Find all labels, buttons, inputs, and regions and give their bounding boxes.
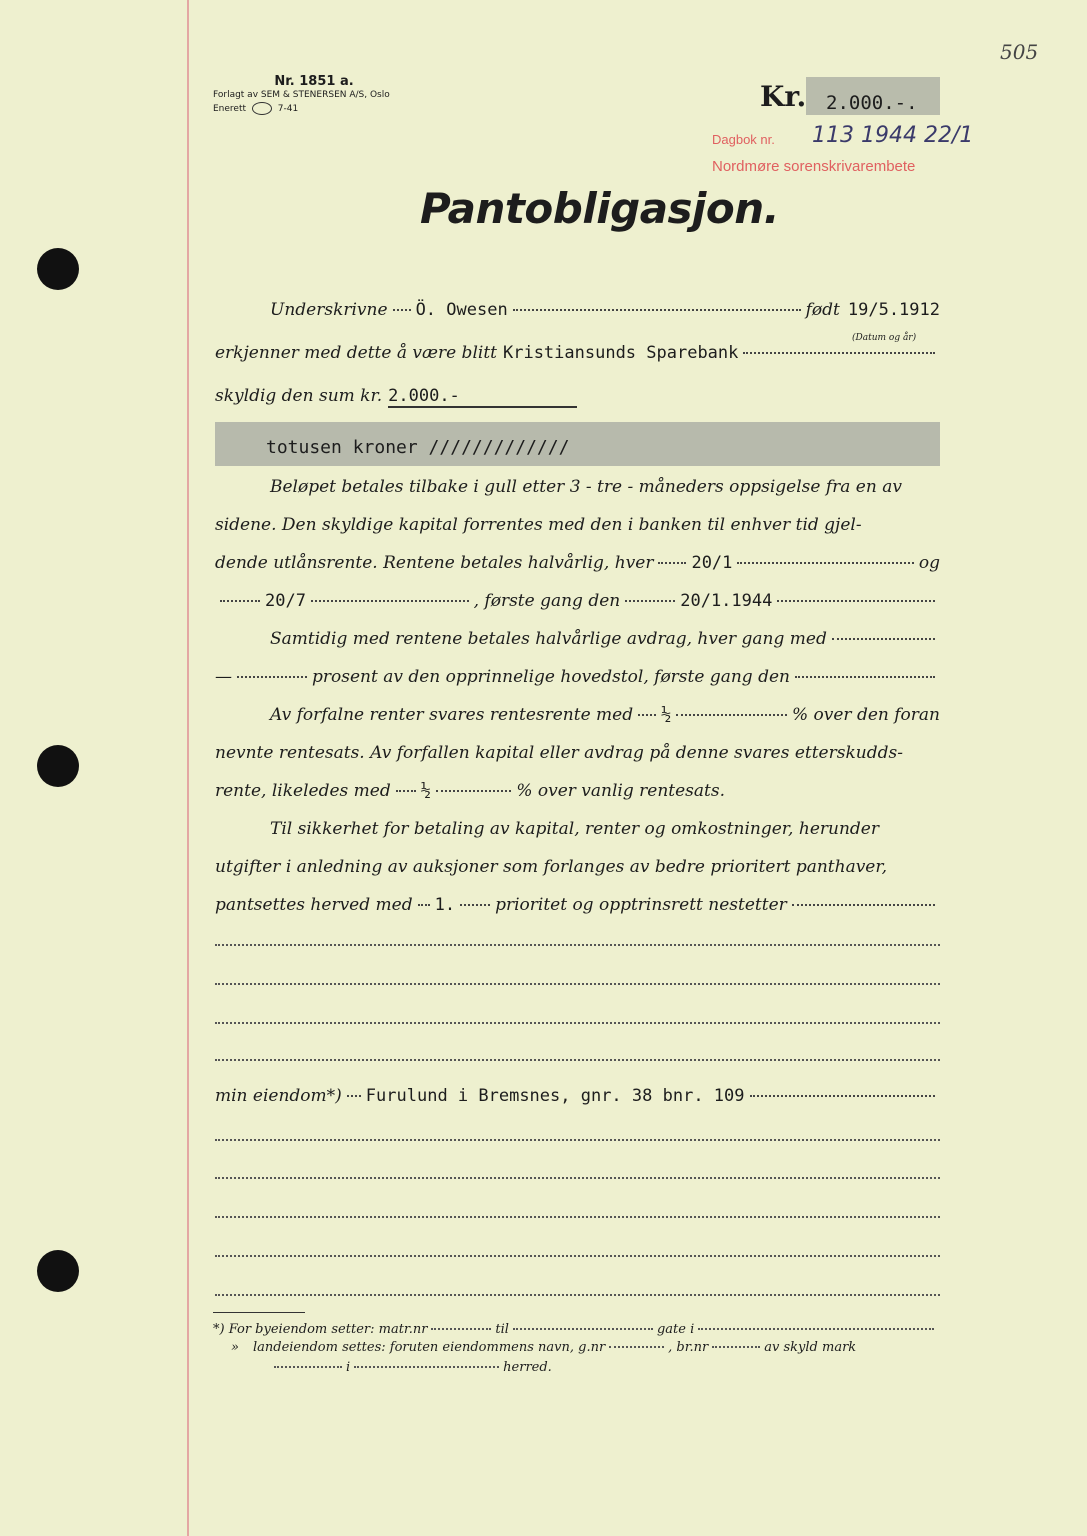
blank-line (215, 944, 940, 946)
creditor-name: Kristiansunds Sparebank (502, 343, 739, 363)
para1-line3 (215, 553, 940, 573)
blank-line (215, 1139, 940, 1141)
blank-line (215, 1059, 940, 1061)
footnote-line2 (213, 1340, 938, 1355)
priority-label: pantsettes herved med (215, 895, 413, 915)
undersigned-line (215, 300, 940, 320)
compound-label: Av forfalne renter svares rentesrente med (270, 705, 634, 725)
form-copyright: Enerett (213, 104, 247, 114)
form-header (213, 74, 403, 116)
property-description: Furulund i Bremsnes, gnr. 38 bnr. 109 (365, 1086, 745, 1106)
undersigned-name: Ö. Owesen (415, 300, 508, 320)
acknowledge-label: erkjenner med dette å være blitt (215, 343, 497, 363)
late-rate: ½ (420, 781, 431, 801)
para2-line1 (215, 629, 940, 649)
office-stamp: Nordmøre sorenskrivarembete (712, 158, 916, 175)
footnote-ditto: » (231, 1340, 239, 1355)
owed-line (215, 386, 577, 408)
para1-line4 (215, 591, 940, 611)
margin-line (187, 0, 189, 1536)
percent-label: prosent av den opprinnelige hovedstol, første gang den (312, 667, 790, 687)
blank-line (215, 1022, 940, 1024)
interest-period-label: dende utlånsrente. Rentene betales halvårlig, hver (215, 553, 654, 573)
form-number: Nr. 1851 a. (274, 74, 354, 89)
para1-line2: sidene. Den skyldige kapital forrentes med den i banken til enhver tid gjel- (215, 515, 862, 535)
first-time-label: , første gang den (473, 591, 621, 611)
installment-dash: — (215, 667, 232, 687)
compound-label-end: % over den foran (791, 705, 940, 725)
og-label: og (918, 553, 940, 573)
footnote-til: til (495, 1322, 509, 1337)
interest-date-2: 20/7 (265, 591, 306, 611)
para3-line2: nevnte rentesats. Av forfallen kapital eller avdrag på denne svares etterskudds- (215, 743, 903, 763)
publisher-logo-icon (252, 102, 272, 115)
compound-rate: ½ (661, 705, 672, 725)
footnote-city-label: *) For byeiendom setter: matr.nr (213, 1322, 428, 1337)
creditor-line (215, 343, 940, 363)
interest-date-1: 20/1 (691, 553, 733, 573)
page-number: 505 (1000, 40, 1039, 64)
blank-line (215, 1294, 940, 1296)
form-copyright-line (213, 102, 403, 116)
priority-value: 1. (434, 895, 456, 915)
footnote-land-label: landeiendom settes: foruten eiendommens navn, g.nr (252, 1340, 606, 1355)
amount-box-label: Kr. (760, 80, 807, 113)
form-date-code: 7-41 (277, 104, 299, 114)
born-label: født (805, 300, 840, 320)
para4-line3 (215, 895, 940, 915)
priority-label-end: prioritet og opptrinsrett nestetter (495, 895, 787, 915)
late-rate-label: rente, likeledes med (215, 781, 391, 801)
para4-line1: Til sikkerhet for betaling av kapital, renter og omkostninger, herunder (270, 819, 879, 839)
footnote-line1 (213, 1322, 938, 1337)
property-line (215, 1086, 940, 1106)
footnote-brnr: , br.nr (668, 1340, 709, 1355)
born-date-note: (Datum og år) (852, 333, 917, 343)
footnote-herred: herred. (503, 1360, 552, 1375)
para3-line3 (215, 781, 725, 801)
dagbok-stamp-label: Dagbok nr. (712, 132, 775, 147)
footnote-i: i (346, 1360, 351, 1375)
owed-label: skyldig den sum kr. (215, 386, 383, 406)
punch-hole (37, 745, 79, 787)
footnote-rule (213, 1312, 305, 1313)
para1-line1: Beløpet betales tilbake i gull etter 3 - tre - måneders oppsigelse fra en av (270, 477, 902, 497)
amount-box-value: 2.000.-. (826, 92, 918, 114)
para3-line1 (215, 705, 940, 725)
born-date: 19/5.1912 (847, 300, 940, 320)
blank-line (215, 1216, 940, 1218)
blank-line (215, 983, 940, 985)
para4-line2: utgifter i anledning av auksjoner som forlanges av bedre prioritert panthaver, (215, 857, 888, 877)
blank-line (215, 1255, 940, 1257)
blank-line (215, 1177, 940, 1179)
installment-label: Samtidig med rentene betales halvårlige avdrag, hver gang med (270, 629, 827, 649)
owed-amount: 2.000.- (388, 386, 577, 408)
undersigned-label: Underskrivne (270, 300, 388, 320)
footnote-gate: gate i (656, 1322, 695, 1337)
property-label: min eiendom*) (215, 1086, 342, 1106)
first-interest-date: 20/1.1944 (680, 591, 773, 611)
footnote-line3 (270, 1360, 552, 1375)
dagbok-number: 113 1944 22/1 (812, 123, 974, 148)
amount-in-words: totusen kroner ///////////// (266, 437, 570, 458)
late-rate-label-end: % over vanlig rentesats. (516, 781, 725, 801)
punch-hole (37, 248, 79, 290)
document-title: Pantobligasjon. (420, 184, 780, 233)
footnote-skyld: av skyld mark (764, 1340, 857, 1355)
punch-hole (37, 1250, 79, 1292)
form-publisher: Forlagt av SEM & STENERSEN A/S, Oslo (213, 90, 390, 100)
para2-line2 (215, 667, 940, 687)
